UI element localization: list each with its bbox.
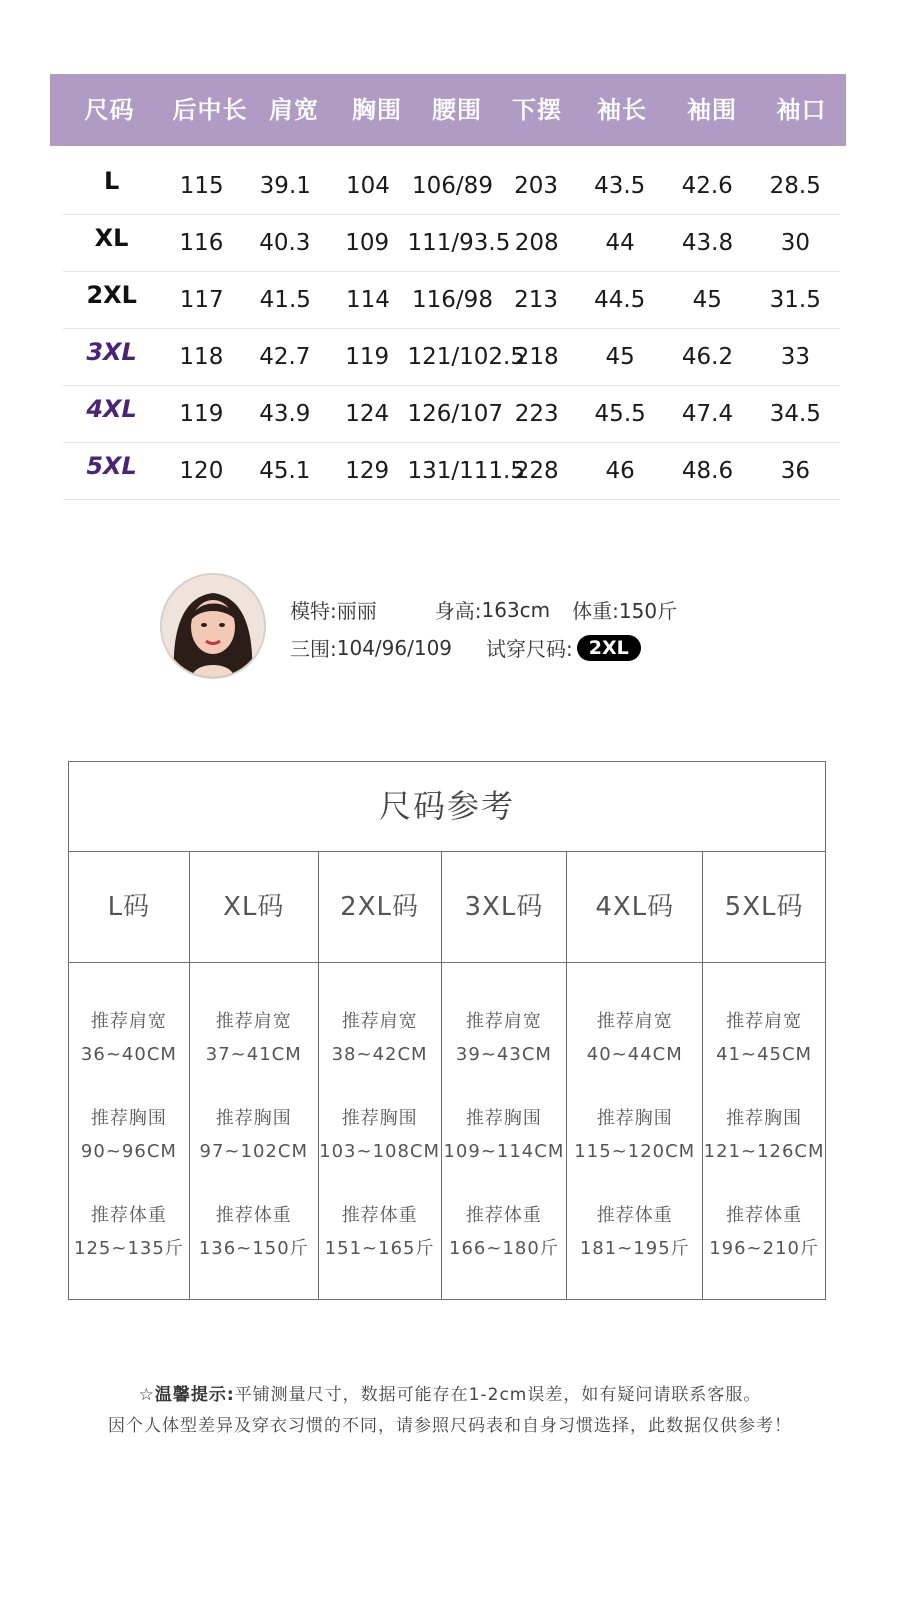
- reference-column: [190, 852, 319, 1300]
- table-cell: 223: [514, 401, 559, 427]
- table-cell: 45: [692, 287, 722, 313]
- weight-range: 151~165斤: [324, 1238, 435, 1259]
- size-reference: [68, 761, 826, 1300]
- shoulder-range: 37~41CM: [205, 1044, 302, 1065]
- table-row: [63, 215, 840, 272]
- shoulder-label: 推荐肩宽: [90, 1011, 167, 1032]
- table-cell: 44.5: [594, 287, 646, 313]
- shoulder-label: 推荐肩宽: [726, 1011, 803, 1032]
- table-cell: 42.6: [681, 173, 733, 199]
- table-cell: 116: [179, 230, 224, 256]
- header-back-length: 后中长: [172, 96, 248, 124]
- size-label: XL: [94, 224, 129, 252]
- chest-label: 推荐胸围: [726, 1108, 803, 1129]
- weight-range: 196~210斤: [709, 1238, 819, 1259]
- shoulder-range: 36~40CM: [80, 1044, 177, 1065]
- reference-size-name: XL码: [190, 852, 318, 963]
- table-cell: 118: [179, 344, 224, 370]
- table-cell: 42.7: [259, 344, 311, 370]
- table-cell: 124: [345, 401, 390, 427]
- table-cell: 120: [179, 458, 224, 484]
- model-name: 丽丽: [336, 599, 377, 623]
- table-cell: 34.5: [769, 401, 821, 427]
- weight-range: 181~195斤: [579, 1238, 690, 1259]
- table-row: [63, 158, 840, 215]
- chest-label: 推荐胸围: [465, 1108, 542, 1129]
- table-cell: 28.5: [769, 173, 821, 199]
- table-cell: 31.5: [769, 287, 821, 313]
- weight-label: 推荐体重: [90, 1205, 167, 1226]
- model-line-2: [290, 633, 641, 662]
- reference-column: [567, 852, 703, 1300]
- table-cell: 126/107: [407, 401, 504, 427]
- table-cell: 33: [780, 344, 810, 370]
- weight-range: 166~180斤: [449, 1238, 559, 1259]
- weight-label: 推荐体重: [341, 1205, 418, 1226]
- header-chest: 胸围: [352, 96, 402, 124]
- table-cell: 43.9: [259, 401, 311, 427]
- chest-label: 推荐胸围: [90, 1108, 167, 1129]
- table-cell: 117: [179, 287, 224, 313]
- trial-size-badge: 2XL: [577, 635, 641, 661]
- table-cell: 45.1: [259, 458, 311, 484]
- table-cell: 46: [605, 458, 635, 484]
- reference-size-name: L码: [69, 852, 189, 963]
- table-row: [63, 443, 840, 500]
- reference-size-name: 3XL码: [442, 852, 567, 963]
- trial-size-label: 试穿尺码:: [486, 637, 573, 661]
- weight-label: 推荐体重: [465, 1205, 542, 1226]
- chest-range: 115~120CM: [574, 1141, 696, 1162]
- tips-line-1: [0, 1380, 900, 1411]
- weight-range: 125~135斤: [74, 1238, 184, 1259]
- size-label: 4XL: [86, 395, 137, 423]
- table-cell: 41.5: [259, 287, 311, 313]
- model-height: 163cm: [481, 597, 551, 622]
- table-cell: 48.6: [681, 458, 734, 484]
- weight-range: 136~150斤: [198, 1238, 309, 1259]
- chest-range: 97~102CM: [199, 1141, 308, 1162]
- table-cell: 109: [345, 230, 390, 256]
- reference-column: [703, 852, 825, 1300]
- size-table-header: [50, 74, 846, 146]
- tips: [0, 1380, 900, 1442]
- table-cell: 47.4: [681, 401, 734, 427]
- weight-label: 推荐体重: [215, 1205, 292, 1226]
- table-row: [63, 386, 840, 443]
- table-cell: 39.1: [259, 173, 311, 199]
- reference-size-name: 2XL码: [319, 852, 441, 963]
- model-weight-label: 体重:: [572, 599, 619, 623]
- shoulder-range: 38~42CM: [331, 1044, 428, 1065]
- chest-range: 103~108CM: [319, 1141, 441, 1162]
- chest-label: 推荐胸围: [596, 1108, 673, 1129]
- table-cell: 44: [605, 230, 635, 256]
- weight-label: 推荐体重: [726, 1205, 803, 1226]
- chest-range: 109~114CM: [443, 1141, 565, 1162]
- shoulder-range: 41~45CM: [716, 1044, 813, 1065]
- size-label: 5XL: [86, 452, 137, 480]
- table-cell: 203: [514, 173, 559, 199]
- table-cell: 45.5: [594, 401, 646, 427]
- table-cell: 106/89: [412, 173, 493, 199]
- header-size: 尺码: [84, 96, 135, 124]
- table-cell: 43.5: [594, 173, 646, 199]
- table-cell: 111/93.5: [407, 230, 511, 256]
- size-reference-title: 尺码参考: [69, 762, 825, 852]
- table-cell: 116/98: [412, 287, 493, 313]
- table-cell: 218: [514, 344, 559, 370]
- table-cell: 114: [345, 287, 390, 313]
- model-name-label: 模特:: [290, 599, 337, 623]
- table-row: [63, 329, 840, 386]
- header-sleeve-width: 袖围: [687, 96, 737, 124]
- weight-label: 推荐体重: [596, 1205, 673, 1226]
- model-portrait-icon: [162, 575, 264, 677]
- size-reference-columns: [69, 852, 825, 1300]
- tips-text-1: 平铺测量尺寸，数据可能存在1-2cm误差，如有疑问请联系客服。: [234, 1385, 762, 1405]
- header-shoulder: 肩宽: [269, 96, 319, 124]
- model-measure-label: 三围:: [290, 637, 337, 661]
- shoulder-label: 推荐肩宽: [215, 1011, 292, 1032]
- model-height-label: 身高:: [434, 599, 482, 623]
- table-cell: 119: [345, 344, 390, 370]
- header-sleeve-length: 袖长: [597, 96, 647, 124]
- avatar: [160, 573, 266, 679]
- chest-label: 推荐胸围: [215, 1108, 292, 1129]
- model-weight: 150斤: [618, 599, 678, 623]
- reference-size-name: 5XL码: [703, 852, 825, 963]
- table-row: [63, 272, 840, 329]
- table-cell: 131/111.5: [407, 458, 525, 484]
- table-cell: 45: [605, 344, 635, 370]
- size-table: [50, 74, 846, 500]
- table-cell: 121/102.5: [407, 344, 525, 370]
- shoulder-label: 推荐肩宽: [341, 1011, 418, 1032]
- reference-column: [69, 852, 190, 1300]
- table-cell: 228: [514, 458, 559, 484]
- table-cell: 129: [345, 458, 390, 484]
- size-table-body: [50, 158, 846, 500]
- model-info: [160, 573, 780, 679]
- tips-line-2: 因个人体型差异及穿衣习惯的不同，请参照尺码表和自身习惯选择，此数据仅供参考！: [108, 1416, 792, 1436]
- model-line-1: [290, 595, 677, 624]
- size-label: 2XL: [86, 281, 137, 309]
- model-measure: 104/96/109: [336, 635, 453, 660]
- table-cell: 36: [780, 458, 810, 484]
- size-label: 3XL: [86, 338, 137, 366]
- chest-range: 90~96CM: [80, 1141, 177, 1162]
- tips-heading: ☆温馨提示:: [138, 1385, 235, 1405]
- table-cell: 104: [345, 173, 390, 199]
- reference-column: [442, 852, 568, 1300]
- table-cell: 119: [179, 401, 224, 427]
- header-waist: 腰围: [432, 96, 482, 124]
- chest-range: 121~126CM: [703, 1141, 825, 1162]
- table-cell: 30: [780, 230, 810, 256]
- reference-column: [319, 852, 442, 1300]
- table-cell: 46.2: [681, 344, 734, 370]
- chest-label: 推荐胸围: [341, 1108, 418, 1129]
- shoulder-label: 推荐肩宽: [596, 1011, 673, 1032]
- table-cell: 40.3: [259, 230, 311, 256]
- reference-size-name: 4XL码: [567, 852, 702, 963]
- header-cuff: 袖口: [776, 96, 827, 124]
- table-cell: 213: [514, 287, 559, 313]
- shoulder-label: 推荐肩宽: [465, 1011, 542, 1032]
- header-hem: 下摆: [512, 96, 562, 124]
- shoulder-range: 40~44CM: [586, 1044, 683, 1065]
- table-cell: 43.8: [681, 230, 734, 256]
- size-label: L: [104, 167, 120, 195]
- shoulder-range: 39~43CM: [455, 1044, 552, 1065]
- table-cell: 115: [179, 173, 224, 199]
- table-cell: 208: [514, 230, 559, 256]
